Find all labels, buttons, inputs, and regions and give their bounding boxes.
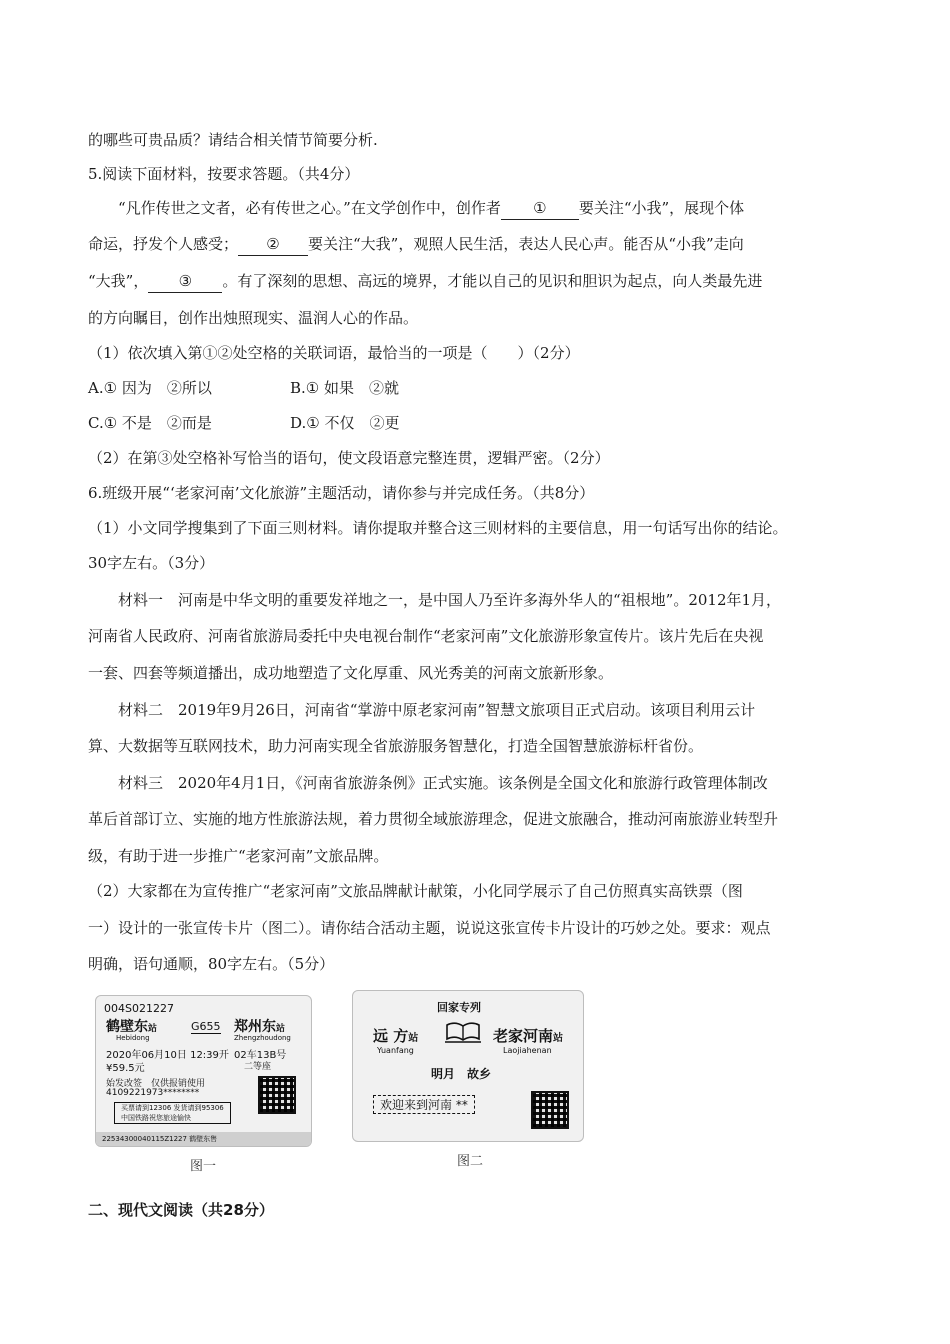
passage-text: 命运，抒发个人感受； bbox=[88, 235, 239, 253]
option-d: D.① 不仅 ②更 bbox=[290, 414, 400, 432]
card-to-name: 老家河南 bbox=[493, 1027, 554, 1045]
ticket-to-pinyin: Zhengzhoudong bbox=[234, 1034, 291, 1042]
passage-text: 要关注“小我”，展现个体 bbox=[578, 199, 745, 217]
card-welcome-text: 欢迎来到河南 bbox=[380, 1098, 453, 1112]
ticket-class: 二等座 bbox=[244, 1062, 272, 1072]
ticket-price: ¥59.5元 bbox=[106, 1063, 145, 1074]
card-to-pinyin: Laojiahenan bbox=[503, 1046, 552, 1055]
passage-line: 的方向瞩目，创作出烛照现实、温润人心的作品。 bbox=[88, 309, 419, 327]
question-6-title: 6.班级开展“‘老家河南’文化旅游”主题活动，请你参与并完成任务。（共8分） bbox=[88, 484, 595, 502]
card-from-name: 远 方 bbox=[373, 1027, 409, 1045]
material-2-cont: 算、大数据等互联网技术，助力河南实现全省旅游服务智慧化，打造全国智慧旅游标杆省份。 bbox=[88, 737, 704, 755]
question-6-2-cont: 明确，语句通顺，80字左右。（5分） bbox=[88, 955, 335, 973]
text-line: 的哪些可贵品质？请结合相关情节简要分析. bbox=[88, 131, 378, 149]
section-heading: 二、现代文阅读（共28分） bbox=[88, 1201, 274, 1219]
ticket-from-pinyin: Hebidong bbox=[116, 1034, 150, 1042]
question-5-title: 5.阅读下面材料，按要求答题。（共4分） bbox=[88, 165, 360, 183]
ticket-boxed-note bbox=[114, 1102, 231, 1124]
ticket-to-suffix: 站 bbox=[276, 1024, 286, 1034]
passage-line bbox=[88, 233, 744, 256]
qr-code-icon bbox=[531, 1091, 569, 1129]
passage-text: 。有了深刻的思想、高远的境界，才能以自己的见识和胆识为起点，向人类最先进 bbox=[222, 272, 763, 290]
ticket-boxed-line: 中国铁路祝您旅途愉快 bbox=[121, 1114, 191, 1122]
ticket-bottom-stripe bbox=[96, 1132, 311, 1146]
card-header: 回家专列 bbox=[437, 1001, 481, 1014]
card-welcome-suffix: ** bbox=[455, 1098, 468, 1112]
option-c: C.① 不是 ②而是 bbox=[88, 414, 212, 432]
passage-text: “大我”， bbox=[88, 272, 149, 290]
ticket-from-name: 鹤壁东 bbox=[106, 1019, 148, 1035]
promo-card-image bbox=[352, 990, 584, 1142]
figure-1-caption: 图一 bbox=[190, 1159, 217, 1174]
material-1: 材料一 河南是中华文明的重要发祥地之一，是中国人乃至许多海外华人的“祖根地”。2012年1月， bbox=[118, 591, 782, 609]
blank-3: ③ bbox=[148, 270, 222, 293]
card-motto: 明月 故乡 bbox=[431, 1067, 492, 1081]
option-row bbox=[88, 377, 212, 399]
card-from bbox=[373, 1025, 418, 1046]
option-a: A.① 因为 ②所以 bbox=[88, 379, 212, 397]
ticket-seat: 02车13B号 bbox=[234, 1050, 287, 1061]
ticket-serial: 004S021227 bbox=[104, 1002, 174, 1015]
option-b: B.① 如果 ②就 bbox=[290, 379, 400, 397]
ticket-from bbox=[106, 1016, 157, 1036]
question-6-2: （2）大家都在为宣传推广“老家河南”文旅品牌献计献策，小化同学展示了自己仿照真实高铁票（图 bbox=[88, 882, 743, 900]
material-1-cont: 一套、四套等频道播出，成功地塑造了文化厚重、风光秀美的河南文旅新形象。 bbox=[88, 664, 614, 682]
train-ticket-image bbox=[95, 995, 312, 1147]
ticket-from-suffix: 站 bbox=[148, 1024, 158, 1034]
question-6-1: （1）小文同学搜集到了下面三则材料。请你提取并整合这三则材料的主要信息，用一句话写出你的结论。 bbox=[88, 519, 788, 537]
card-to bbox=[493, 1025, 563, 1046]
card-welcome bbox=[373, 1095, 475, 1114]
passage-line bbox=[88, 270, 762, 293]
material-2: 材料二 2019年9月26日，河南省“掌游中原老家河南”智慧文旅项目正式启动。该项目利用云计 bbox=[118, 701, 756, 719]
card-from-suffix: 站 bbox=[408, 1033, 419, 1044]
question-5-2: （2）在第③处空格补写恰当的语句，使文段语意完整连贯，逻辑严密。（2分） bbox=[88, 449, 610, 467]
ticket-boxed-line: 买票请到12306 发货请到95306 bbox=[121, 1104, 224, 1112]
question-6-1-cont: 30字左右。（3分） bbox=[88, 554, 215, 572]
passage-line bbox=[118, 197, 744, 220]
blank-2: ② bbox=[238, 233, 308, 256]
ticket-train-number: G655 bbox=[191, 1020, 221, 1033]
passage-text: 要关注“大我”，观照人民生活，表达人民心声。能否从“小我”走向 bbox=[308, 235, 744, 253]
card-from-pinyin: Yuanfang bbox=[377, 1046, 414, 1055]
material-3: 材料三 2020年4月1日，《河南省旅游条例》正式实施。该条例是全国文化和旅游行政管理体制改 bbox=[118, 774, 768, 792]
blank-1: ① bbox=[501, 197, 579, 220]
ticket-bottom-code: 22534300040115Z1227 鹤壁东售 bbox=[102, 1135, 218, 1143]
ticket-note: 始发改签 仅供报销使用 bbox=[106, 1079, 206, 1089]
question-5-1: （1）依次填入第①②处空格的关联词语，最恰当的一项是（ ）（2分） bbox=[88, 344, 580, 362]
qr-code-icon bbox=[258, 1076, 296, 1114]
material-1-cont: 河南省人民政府、河南省旅游局委托中央电视台制作“老家河南”文化旅游形象宣传片。该片先后在央视 bbox=[88, 627, 764, 645]
ticket-to-name: 郑州东 bbox=[234, 1019, 276, 1035]
question-6-2-cont: 一）设计的一张宣传卡片（图二）。请你结合活动主题，说说这张宣传卡片设计的巧妙之处。要求：观点 bbox=[88, 919, 771, 937]
ticket-id: 4109221973******** bbox=[106, 1088, 200, 1098]
book-icon bbox=[445, 1021, 481, 1043]
material-3-cont: 级，有助于进一步推广“老家河南”文旅品牌。 bbox=[88, 847, 389, 865]
passage-text: “凡作传世之文者，必有传世之心。”在文学创作中，创作者 bbox=[118, 199, 501, 217]
ticket-to bbox=[234, 1016, 285, 1036]
card-to-suffix: 站 bbox=[553, 1033, 564, 1044]
ticket-datetime: 2020年06月10日 12:39开 bbox=[106, 1050, 229, 1061]
figure-2-caption: 图二 bbox=[457, 1154, 484, 1169]
material-3-cont: 革后首部订立、实施的地方性旅游法规，着力贯彻全域旅游理念，促进文旅融合，推动河南旅游业转型升 bbox=[88, 810, 779, 828]
